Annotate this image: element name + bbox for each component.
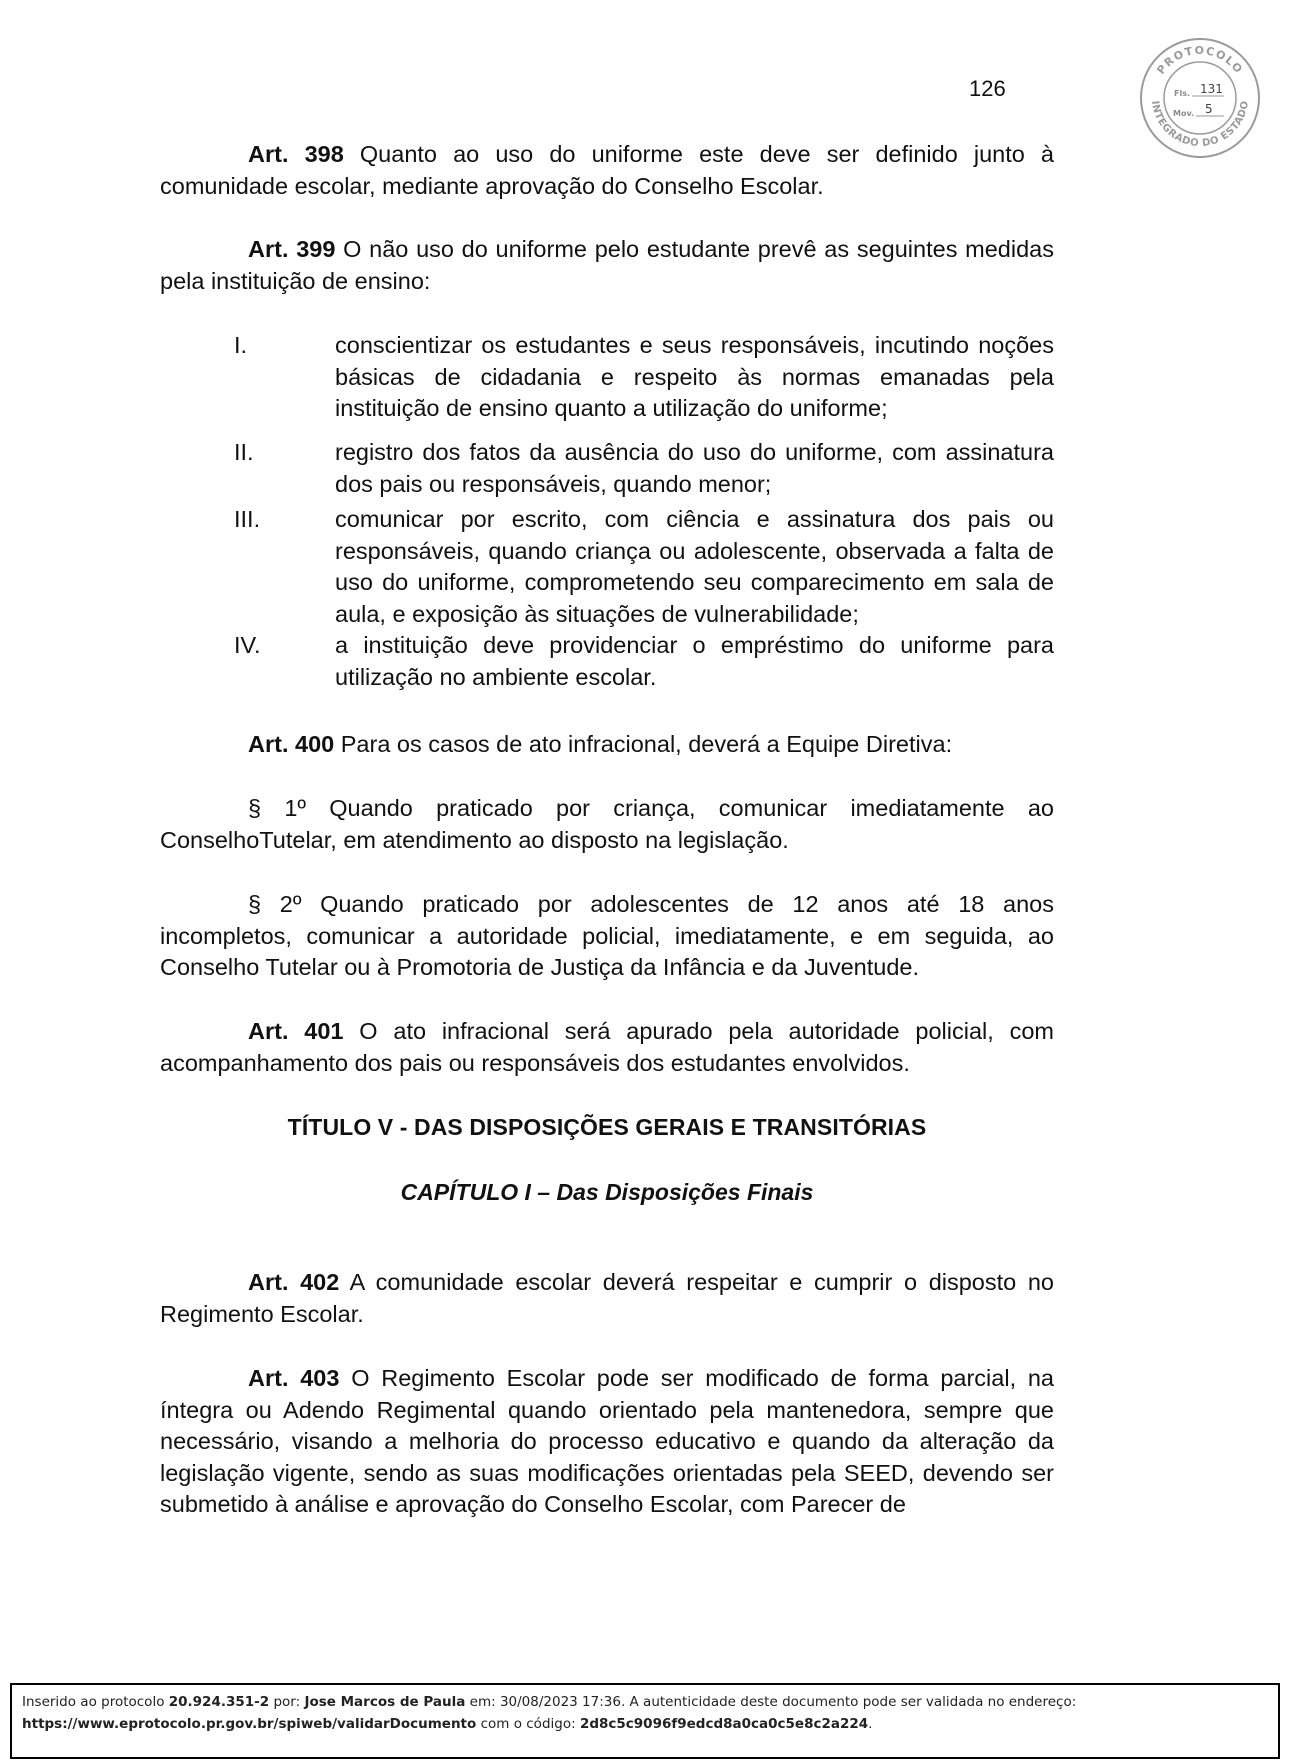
- article-label: Art. 401: [248, 1018, 344, 1044]
- validation-code: 2d8c5c9096f9edcd8a0ca0c5e8c2a224: [579, 1716, 869, 1732]
- article-text: O não uso do uniforme pelo estudante prevê as seguintes medidas pela instituição de ensino:: [160, 236, 1054, 294]
- validation-link[interactable]: https://www.eprotocolo.pr.gov.br/spiweb/validarDocumento: [22, 1716, 477, 1732]
- article-label: Art. 402: [248, 1269, 340, 1295]
- svg-text:INTEGRADO DO ESTADO: [1149, 100, 1251, 149]
- list-item-number: I.: [234, 332, 248, 358]
- footer-prefix: Inserido ao protocolo: [22, 1694, 169, 1710]
- article-403: [160, 1363, 1054, 1521]
- stamp-mov-value: 5: [1205, 102, 1213, 116]
- stamp-bottom-text: INTEGRADO DO ESTADO: [1149, 99, 1252, 150]
- article-label: Art. 403: [248, 1365, 340, 1391]
- protocol-number: 20.924.351-2: [168, 1694, 270, 1710]
- list-item-text: a instituição deve providenciar o empréstimo do uniforme para utilização no ambiente escolar.: [335, 632, 1054, 690]
- article-label: Art. 399: [248, 236, 336, 262]
- list-item-text: registro dos fatos da ausência do uso do uniforme, com assinatura dos pais ou responsáveis, quando menor;: [335, 439, 1054, 497]
- article-400: [160, 729, 1054, 761]
- page-number: 126: [969, 76, 1006, 101]
- footer-code-prefix: com o código:: [476, 1716, 580, 1732]
- article-399: [160, 234, 1054, 297]
- article-text: Quanto ao uso do uniforme este deve ser definido junto à comunidade escolar, mediante aprovação do Conselho Escolar.: [160, 141, 1055, 199]
- list-item-number: II.: [234, 439, 254, 465]
- article-398: [160, 139, 1054, 202]
- article-text: A comunidade escolar deverá respeitar e cumprir o disposto no Regimento Escolar.: [160, 1269, 1054, 1327]
- chapter-heading: CAPÍTULO I – Das Disposições Finais: [400, 1179, 814, 1205]
- footer-by: por:: [269, 1694, 305, 1710]
- footer-date-text: em: 30/08/2023 17:36. A autenticidade deste documento pode ser validada no endereço:: [465, 1694, 1077, 1710]
- stamp-top-text: PROTOCOLO: [1154, 44, 1246, 77]
- list-item-text: conscientizar os estudantes e seus responsáveis, incutindo noções básicas de cidadania e respeito às normas emanadas pela instituição de ensino quanto a utilização do uniforme;: [335, 332, 1054, 422]
- list-item-number: III.: [234, 506, 261, 532]
- paragraph-text: § 1º Quando praticado por criança, comunicar imediatamente ao ConselhoTutelar, em atendimento ao disposto na legislação.: [160, 795, 1054, 853]
- title-heading: TÍTULO V - DAS DISPOSIÇÕES GERAIS E TRANSITÓRIAS: [287, 1114, 927, 1140]
- article-401: [160, 1016, 1054, 1079]
- footer-end: .: [868, 1716, 873, 1732]
- footer-line-2: [22, 1713, 1268, 1735]
- article-text: O ato infracional será apurado pela autoridade policial, com acompanhamento dos pais ou responsáveis dos estudantes envolvidos.: [160, 1018, 1054, 1076]
- author-name: Jose Marcos de Paula: [304, 1694, 466, 1710]
- paragraph-1: [160, 793, 1054, 856]
- protocol-stamp: [1138, 36, 1262, 160]
- article-label: Art. 398: [248, 141, 344, 167]
- stamp-fls-label: Fls.: [1174, 89, 1191, 98]
- article-text: O Regimento Escolar pode ser modificado de forma parcial, na íntegra ou Adendo Regimental quando orientado pela mantenedora, sempre que necessário, visando a melhoria do processo educativo e quando da alteração da legislação vigente, sendo as suas modificações orientadas pela SEED, devendo ser submetido à análise e aprovação do Conselho Escolar, com Parecer de: [160, 1365, 1054, 1518]
- list-item-number: IV.: [234, 632, 261, 658]
- paragraph-2: [160, 889, 1054, 984]
- article-label: Art. 400: [248, 731, 335, 757]
- stamp-mov-label: Mov.: [1173, 109, 1195, 118]
- authentication-footer: [10, 1683, 1280, 1759]
- footer-line-1: [22, 1691, 1268, 1713]
- article-402: [160, 1267, 1054, 1330]
- stamp-fls-value: 131: [1200, 82, 1223, 96]
- paragraph-text: § 2º Quando praticado por adolescentes de 12 anos até 18 anos incompletos, comunicar a autoridade policial, imediatamente, e em seguida, ao Conselho Tutelar ou à Promotoria de Justiça da Infância e da Juventude.: [160, 891, 1054, 981]
- list-item-text: comunicar por escrito, com ciência e assinatura dos pais ou responsáveis, quando criança ou adolescente, observada a falta de uso do uniforme, comprometendo seu comparecimento em sala de aula, e exposição às situações de vulnerabilidade;: [335, 506, 1054, 627]
- article-text: Para os casos de ato infracional, deverá a Equipe Diretiva:: [334, 731, 953, 757]
